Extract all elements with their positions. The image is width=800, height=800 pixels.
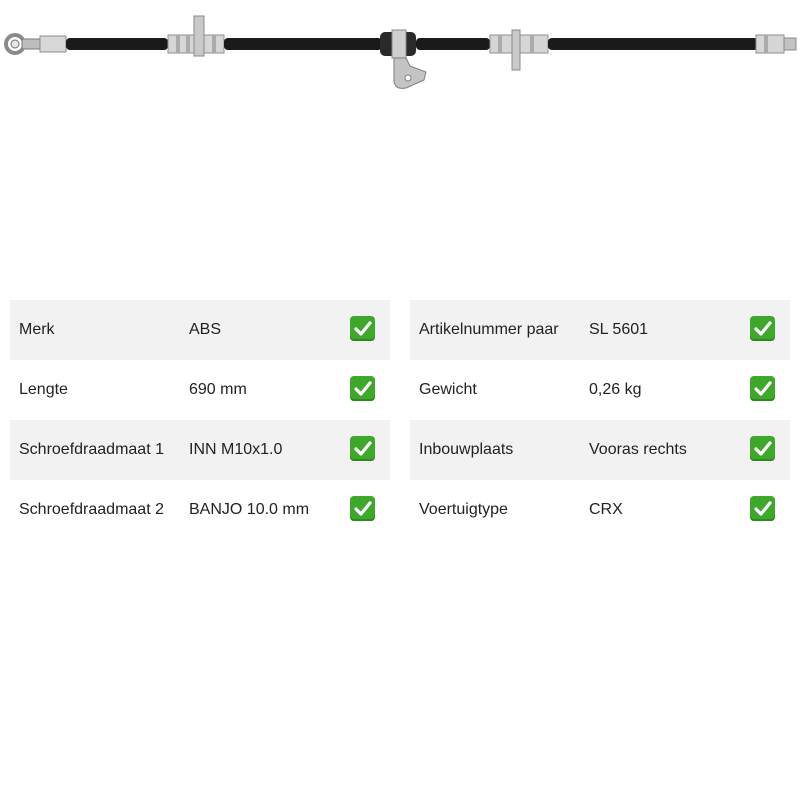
check-mark-icon — [750, 436, 775, 461]
spec-row-lengte — [10, 360, 390, 420]
check-mark-icon — [350, 376, 375, 401]
product-image-brake-hose — [0, 0, 800, 100]
spec-label: Inbouwplaats — [419, 441, 514, 458]
check-mark-icon — [350, 496, 375, 521]
spec-value: BANJO 10.0 mm — [189, 501, 310, 518]
check-mark-icon — [750, 316, 775, 341]
spec-label: Schroefdraadmaat 2 — [19, 501, 164, 518]
spec-value: CRX — [589, 501, 623, 518]
spec-value: 690 mm — [189, 381, 247, 398]
brake-hose-illustration — [0, 0, 800, 100]
spec-table-right — [410, 300, 790, 540]
check-mark-icon — [350, 316, 375, 341]
check-mark-icon — [750, 496, 775, 521]
spec-label: Gewicht — [419, 381, 477, 398]
spec-value: INN M10x1.0 — [189, 441, 283, 458]
spec-label: Artikelnummer paar — [419, 321, 559, 338]
spec-value: 0,26 kg — [589, 381, 642, 398]
spec-table-left — [10, 300, 390, 540]
spec-row-schroefdraadmaat-1 — [10, 420, 390, 480]
spec-value: ABS — [189, 321, 222, 338]
spec-row-inbouwplaats — [410, 420, 790, 480]
spec-value: Vooras rechts — [589, 441, 687, 458]
spec-row-schroefdraadmaat-2 — [10, 480, 390, 540]
specifications-section — [10, 300, 790, 540]
spec-row-gewicht — [410, 360, 790, 420]
spec-label: Schroefdraadmaat 1 — [19, 441, 164, 458]
spec-row-merk — [10, 300, 390, 360]
check-mark-icon — [750, 376, 775, 401]
check-mark-icon — [350, 436, 375, 461]
spec-row-artikelnummer-paar — [410, 300, 790, 360]
spec-label: Voertuigtype — [419, 501, 508, 518]
spec-label: Merk — [19, 321, 55, 338]
spec-row-voertuigtype — [410, 480, 790, 540]
spec-value: SL 5601 — [589, 321, 649, 338]
spec-label: Lengte — [19, 381, 68, 398]
